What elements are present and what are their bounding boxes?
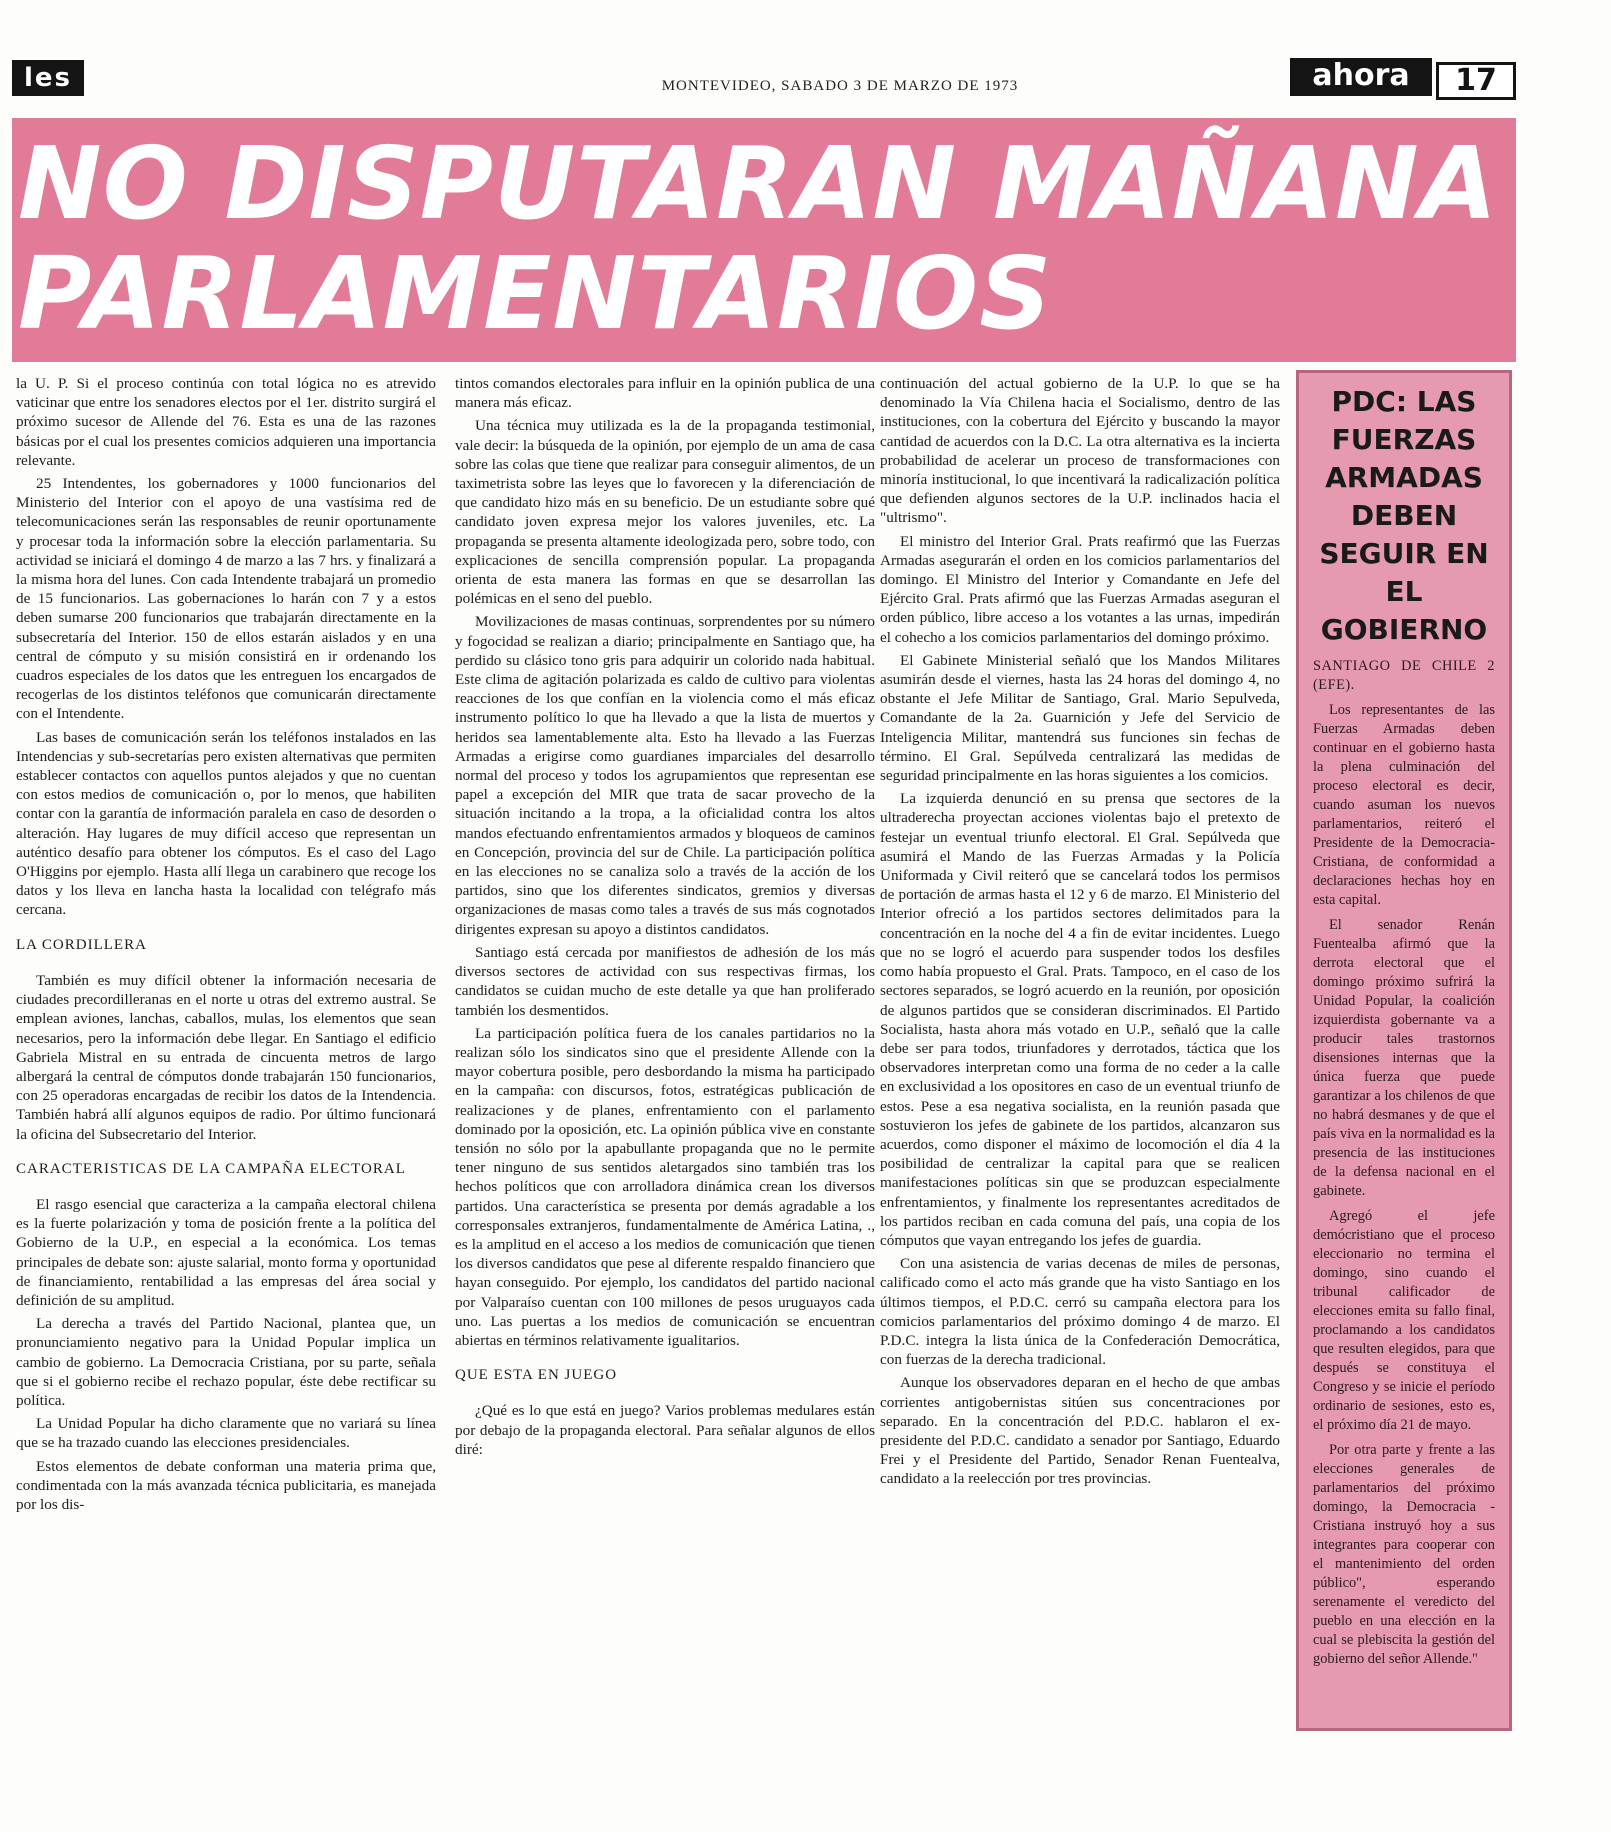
paragraph: Los representantes de las Fuerzas Armadas deben continuar en el gobierno hasta la plena culminación del proceso electoral es decir, cuando asuman los nuevos parlamentarios, reiteró el Presidente de la Democracia- Cristiana, de conformidad a declaraciones hechas hoy en esta capital. bbox=[1313, 702, 1495, 908]
subheading: CARACTERISTICAS DE LA CAMPAÑA ELECTORAL bbox=[16, 1160, 406, 1177]
sidebar-dateline: SANTIAGO DE CHILE 2 (EFE). bbox=[1313, 658, 1495, 693]
paragraph: Santiago está cercada por manifiestos de adhesión de los más diversos sectores de actividad con sus respectivas firmas, los candidatos se cuidan mucho de este detalle ya que han proliferado también los desmentidos. bbox=[455, 943, 875, 1019]
paragraph: También es muy difícil obtener la información necesaria de ciudades precordilleranas en el norte u otras del extremo austral. Se emplean aviones, lanchas, caballos, mulas, los elementos que sean necesarios, pero la información debe llegar. En Santiago el edificio Gabriela Mistral en su entrada de cincuenta metros de largo albergará la central de cómputos donde trabajarán 150 funcionarios, con 25 operadoras encargadas de recibir los datos de la Intendencia. También habrá allí algunos equipos de radio. Por último funcionará la oficina del Subsecretario del Interior. bbox=[16, 971, 436, 1143]
dateline: MONTEVIDEO, SABADO 3 DE MARZO DE 1973 bbox=[661, 78, 1019, 94]
headline-line-1: NO DISPUTARAN MAÑANA bbox=[18, 125, 1499, 242]
page-number: 17 bbox=[1436, 62, 1516, 100]
paragraph: Con una asistencia de varias decenas de miles de personas, calificado como el acto más grande que ha visto Santiago en los últimos tiempos, el P.D.C. cerró su campaña electora para los comicios parlamentarios del próximo domingo 4 de marzo. El P.D.C. integra la lista única de la Confederación Democrática, con fuerzas de la derecha tradicional. bbox=[880, 1255, 1280, 1369]
paragraph: Movilizaciones de masas continuas, sorprendentes por su número y fogocidad se realizan a diario; principalmente en Santiago que, ha perdido su clásico tono gris para adquirir un colorido nada habitual. Este clima de agitación polarizada es caldo de cultivo para violentas reacciones de los que confían en la violencia como el más eficaz instrumento político lo que ha llevado a que la lista de muertos y heridos sea lamentablemente alta. Esto ha llevado a las Fuerzas Armadas a erigirse como guardianes imparciales del desarrollo normal del proceso y todos los agrupamientos que representan ese papel a excepción del MIR que trata de sacar provecho de la situación incitando a la tropa, a la oficialidad contra los altos mandos efectuando enfrentamientos armados y bloqueos de caminos en Concepción, provincia del sur de Chile. La participación política en las elecciones no se canaliza solo a través de la acción de los partidos, sino que los diferentes sindicatos, gremios y diversas organizaciones de masas como tales a través de sus más cognotados dirigentes expresan su apoyo a distintos candidatos. bbox=[455, 613, 875, 938]
paragraph: ¿Qué es lo que está en juego? Varios problemas medulares están por debajo de la propaganda electoral. Para señalar algunos de ellos diré: bbox=[455, 1402, 875, 1458]
paragraph: Aunque los observadores deparan en el hecho de que ambas corrientes antigobernistas sitúen sus concentraciones por separado. En la concentración del P.D.C. hablaron el ex-presidente del P.D.C. candidato a senador por Santiago, Eduardo Frei y el Presidente del Partido, Senador Renan Fuentealva, candidato a la reelección por tres provincias. bbox=[880, 1374, 1280, 1488]
newspaper-logo: ahora bbox=[1290, 58, 1432, 96]
paragraph: La participación política fuera de los canales partidarios no la realizan sólo los sindicatos sino que el presidente Allende con la mayor cobertura posible, pero desbordando la misma ha participado en la campaña: con discursos, fotos, estratégicas publicación de realizaciones y de planes, enfrentamiento con el parlamento dominado por la oposición, etc. La opinión pública vive en constante tensión no sólo por la apabullante propaganda que no le permite tener ninguno de sus sentidos aletargados sino también tras los hechos políticos que con arrolladora dinámica crean los diversos partidos. Una característica se presenta por demás agradable a los corresponsales extranjeros, fundamentalmente de América Latina, ., es la amplitud en el acceso a los medios de comunicación que tienen los diversos candidatos que pese al diferente respaldo financiero que hayan conseguido. Por ejemplo, los candidatos del partido nacional por Valparaíso cuentan con 100 millones de pesos uruguayos cada uno. Las puertas a los medios de comunicación se encuentran abiertas en términos relativamente igualitarios. bbox=[455, 1024, 875, 1349]
paragraph: Una técnica muy utilizada es la de la propaganda testimonial, vale decir: la búsqueda de la opinión, por ejemplo de un ama de casa sobre las colas que tiene que realizar para conseguir alimentos, de un taximetrista sobre las leyes que lo favorecen y la diferenciación de que candidato hizo más en su beneficio. De un estudiante sobre qué candidato joven expresa mejor los valores juveniles, etc. La propaganda se presenta altamente ideologizada pero, sobre todo, con explicaciones de sencilla comprensión popular. La propaganda orienta de esta manera las formas en que se desarrollan las polémicas en el seno del pueblo. bbox=[455, 417, 875, 608]
paragraph: continuación del actual gobierno de la U.P. lo que se ha denominado la Vía Chilena hacia el Socialismo, dentro de las instituciones, con la cobertura del Ejército y buscando la mayor cantidad de acuerdos con la D.C. La otra alternativa es la incierta probabilidad de acelerar un proceso de transformaciones con minoría institucional, lo que incentivará la radicalización política que defienden algunos sectores de la U.P. inclinados hacia el "ultrismo". bbox=[880, 375, 1280, 527]
paragraph: Estos elementos de debate conforman una materia prima que, condimentada con la más avanzada técnica publicitaria, es manejada por los dis- bbox=[16, 1457, 436, 1513]
paragraph: Por otra parte y frente a las elecciones generales de parlamentarios del próximo domingo, la Democracia - Cristiana instruyó hoy a sus integrantes para cooperar con el mantenimiento del orden público", esperando serenamente el veredicto del pueblo en una elección en la cual se plebiscita la gestión del gobierno del señor Allende." bbox=[1313, 1442, 1495, 1667]
article-column-2 bbox=[455, 374, 875, 1463]
subheading: LA CORDILLERA bbox=[16, 936, 147, 953]
sidebar-box bbox=[1296, 370, 1512, 1731]
paragraph: La Unidad Popular ha dicho claramente que no variará su línea que se ha trazado cuando las elecciones presidenciales. bbox=[16, 1415, 436, 1452]
paragraph: El ministro del Interior Gral. Prats reafirmó que las Fuerzas Armadas asegurarán el orden en los comicios parlamentarios del domingo. El Ministro del Interior y Comandante en Jefe del Ejército Gral. Prats afirmó que las Fuerzas Armadas aseguran el orden público, libre acceso a los votantes a las urnas, impedirán el cohecho a los comicios parlamentarios del domingo próximo. bbox=[880, 532, 1280, 646]
paragraph: Las bases de comunicación serán los teléfonos instalados en las Intendencias y sub-secretarías pero existen alternativas que permiten establecer contactos con aquellos puntos alejados y que no cuentan con estos medios de comunicación o, por lo menos, que habiliten contar con la garantía de información paralela en caso de desorden o alteración. Hay lugares de muy difícil acceso que representan un auténtico desafío para obtener los cómputos. Es el caso del Lago O'Higgins por ejemplo. Hasta allí llega un carabinero que recoge los datos y los lleva en lancha hasta la localidad con telégrafo más cercana. bbox=[16, 728, 436, 919]
paragraph: El senador Renán Fuentealba afirmó que la derrota electoral que el domingo próximo sufrirá la Unidad Popular, la coalición izquierdista gobernante va a producir tales trastornos disensiones internas que la única fuerza que puede garantizar a los chilenos de que no habrá desmanes y de que el país viva en la normalidad es la presencia de las instituciones de la defensa nacional en el gabinete. bbox=[1313, 917, 1495, 1199]
article-column-1 bbox=[16, 374, 436, 1518]
paragraph: La derecha a través del Partido Nacional, plantea que, un pronunciamiento negativo para la Unidad Popular implica un cambio de gobierno. La Democracia Cristiana, por su parte, señala que si el gobierno recibe el rechazo popular, éste debe rectificar su política. bbox=[16, 1315, 436, 1409]
paragraph: El Gabinete Ministerial señaló que los Mandos Militares asumirán desde el viernes, hasta las 24 horas del domingo 4, no obstante el Jefe Militar de Santiago, Gral. Mario Sepulveda, Comandante de la 2a. Guarnición y Jefe del Servicio de Inteligencia Militar, mantendrá sus funciones sin fechas de término. El Gral. Sepúlveda centralizará las medidas de seguridad principalmente en las horas siguientes a los comicios. bbox=[880, 651, 1280, 785]
paragraph: tintos comandos electorales para influir en la opinión publica de una manera más eficaz. bbox=[455, 375, 875, 412]
subheading: QUE ESTA EN JUEGO bbox=[455, 1367, 618, 1384]
section-tab: les bbox=[12, 60, 84, 96]
paragraph: Agregó el jefe demócristiano que el proceso eleccionario no termina el domingo, sino cuando el tribunal calificador de elecciones emita su fallo final, proclamando a los candidatos que resulten elegidos, para que después se constituya el Congreso y se inicie el período ordinario de sesiones, esto es, el próximo día 21 de mayo. bbox=[1313, 1208, 1495, 1433]
paragraph: 25 Intendentes, los gobernadores y 1000 funcionarios del Ministerio del Interior con el apoyo de una vastísima red de telecomunicaciones serán las responsables de reunir oportunamente y procesar toda la información sobre la elección parlamentaria. Su actividad se iniciará el domingo 4 de marzo a las 7 hrs. y finalizará a la misma hora del lunes. Con cada Intendente trabajará un promedio de 15 funcionarios. Las gobernaciones lo harán con 7 y a estos deben sumarse 200 funcionarios que trabajarán directamente en la subsecretaría del Interior. 150 de ellos estarán aislados y en una central de cómputo y su misión consistirá en ir ordenando los cuadros especiales de los datos que les entreguen los encargados de recogerlas de los distintos teléfonos que comunicarán directamente con el Intendente. bbox=[16, 475, 436, 723]
article-column-3 bbox=[880, 374, 1280, 1493]
headline-line-2: PARLAMENTARIOS bbox=[18, 235, 1053, 352]
paragraph: la U. P. Si el proceso continúa con total lógica no es atrevido vaticinar que entre los senadores electos por el 1er. distrito surgirá el próximo sucesor de Allende del 76. Esta es una de las razones básicas por el cual los presentes comicios adquieren una importancia relevante. bbox=[16, 375, 436, 469]
sidebar-headline: PDC: LAS FUERZAS ARMADAS DEBEN SEGUIR EN EL GOBIERNO bbox=[1319, 385, 1489, 646]
paragraph: El rasgo esencial que caracteriza a la campaña electoral chilena es la fuerte polarización y toma de posición frente a la política del Gobierno de la U.P., en especial a la económica. Los temas principales de debate son: ajuste salarial, monto forma y oportunidad de financiamiento, rentabilidad a las empresas del área social y definición de su amplitud. bbox=[16, 1195, 436, 1309]
paragraph: La izquierda denunció en su prensa que sectores de la ultraderecha proyectan acciones violentas bajo el pretexto de festejar un eventual triunfo electoral. El Gral. Sepúlveda que asumirá el Mando de las Fuerzas Armadas y la Policía Uniformada y Civil reiteró que se cancelará todos los permisos de portación de armas hasta el 12 y 6 de marzo. El Ministerio del Interior ofreció a los partidos sectores delimitados para la concentración en la noche del 4 a fin de evitar incidentes. Luego que no se logró el acuerdo para suspender todos los desfiles como había propuesto el Gral. Prats. Tampoco, en el caso de los sectores separados, se logró acuerdo en la reunión, por oposición de algunos partidos que se consideran discriminados. El Partido Socialista, hasta ahora más votado en U.P., señaló que la calle debe ser para todos, triunfadores y derrotados, táctica que los observadores interpretan como una forma de no ceder a la calle en exclusividad a los opositores en caso de un eventual triunfo de estos. Pese a esa negativa socialista, en la reunión pasada que sostuvieron los jefes de gabinete de los partidos, alcanzaron sus acuerdos, como disponer el máximo de locomoción el día 4 la posibilidad de centralizar la capital para que se realicen manifestaciones políticas sin que se produzcan especialmente enfrentamientos, y finalmente los representantes acreditados de los partidos reciban en cada comuna del país, una copia de los cómputos que vayan entregando los jefes de guardia. bbox=[880, 790, 1280, 1249]
sidebar-body bbox=[1299, 657, 1509, 1669]
